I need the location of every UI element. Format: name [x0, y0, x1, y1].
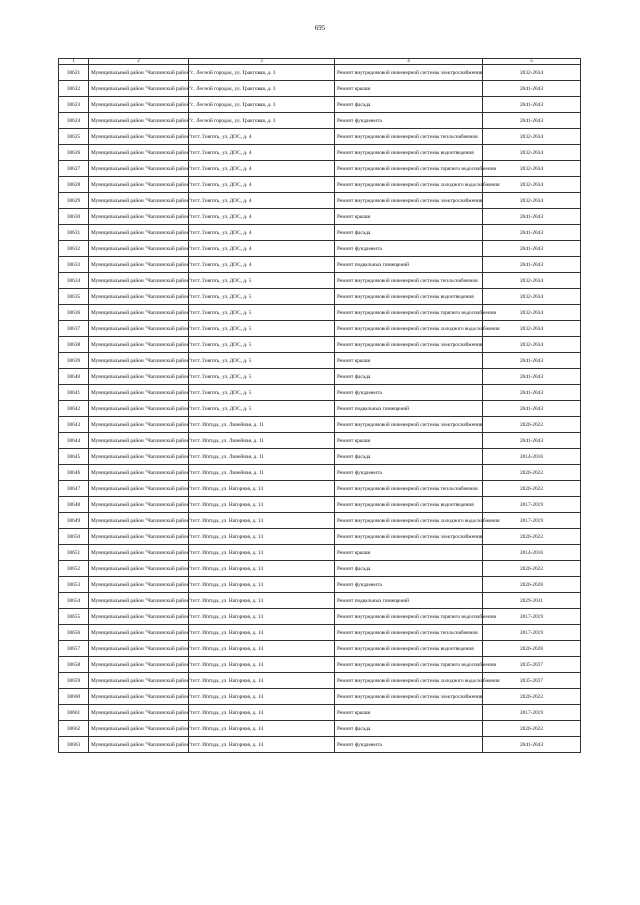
row-number-cell: 30640	[59, 369, 89, 385]
row-number-cell: 30660	[59, 689, 89, 705]
work-type-cell: Ремонт фундамента	[335, 113, 483, 129]
address-cell: п/ст. Говготь, ул. ДОС, д. 4	[189, 225, 335, 241]
period-cell: 2032-2034	[483, 273, 581, 289]
work-type-cell: Ремонт внутридомовой инженерной системы водоотведения	[335, 289, 483, 305]
row-number-cell: 30656	[59, 625, 89, 641]
work-type-cell: Ремонт внутридомовой инженерной системы теплоснабжения	[335, 625, 483, 641]
column-header-1: 1	[59, 59, 89, 65]
row-number-cell: 30658	[59, 657, 89, 673]
work-type-cell: Ремонт внутридомовой инженерной системы водоотведения	[335, 145, 483, 161]
address-cell: п/ст. Говготь, ул. ДОС, д. 5	[189, 305, 335, 321]
period-cell: 2032-2034	[483, 337, 581, 353]
row-number-cell: 30630	[59, 209, 89, 225]
table-row	[59, 97, 581, 113]
municipality-cell: Муниципальный район "Чаплинский район"	[89, 625, 189, 641]
municipality-cell: Муниципальный район "Чаплинский район"	[89, 353, 189, 369]
municipality-cell: Муниципальный район "Чаплинский район"	[89, 593, 189, 609]
row-number-cell: 30628	[59, 177, 89, 193]
period-cell: 2020-2022	[483, 721, 581, 737]
page-number: 695	[314, 24, 326, 32]
table-row	[59, 305, 581, 321]
period-cell: 2032-2034	[483, 177, 581, 193]
work-type-cell: Ремонт фундамента	[335, 241, 483, 257]
address-cell: п/ст. Говготь, ул. ДОС, д. 5	[189, 289, 335, 305]
work-type-cell: Ремонт фасада	[335, 225, 483, 241]
address-cell: п/ст. Ипгода, ул. Нагорная, д. 13	[189, 529, 335, 545]
municipality-cell: Муниципальный район "Чаплинский район"	[89, 481, 189, 497]
row-number-cell: 30649	[59, 513, 89, 529]
table-row	[59, 113, 581, 129]
period-cell: 2014-2016	[483, 449, 581, 465]
work-type-cell: Ремонт фасада	[335, 449, 483, 465]
work-type-cell: Ремонт крыши	[335, 545, 483, 561]
row-number-cell: 30663	[59, 737, 89, 753]
work-type-cell: Ремонт фасада	[335, 369, 483, 385]
municipality-cell: Муниципальный район "Чаплинский район"	[89, 177, 189, 193]
table-row	[59, 497, 581, 513]
table-row	[59, 193, 581, 209]
municipality-cell: Муниципальный район "Чаплинский район"	[89, 241, 189, 257]
address-cell: п/ст. Ипгода, ул. Линейная, д. 11	[189, 433, 335, 449]
row-number-cell: 30633	[59, 257, 89, 273]
row-number-cell: 30624	[59, 113, 89, 129]
row-number-cell: 30654	[59, 593, 89, 609]
period-cell: 2041-2043	[483, 401, 581, 417]
work-type-cell: Ремонт внутридомовой инженерной системы холодного водоснабжения	[335, 513, 483, 529]
table-row	[59, 577, 581, 593]
column-header-5: 5	[483, 59, 581, 65]
municipality-cell: Муниципальный район "Чаплинский район"	[89, 369, 189, 385]
row-number-cell: 30621	[59, 65, 89, 81]
table-row	[59, 449, 581, 465]
table-row	[59, 129, 581, 145]
work-type-cell: Ремонт подвальных помещений	[335, 257, 483, 273]
period-cell: 2041-2043	[483, 353, 581, 369]
municipality-cell: Муниципальный район "Чаплинский район"	[89, 673, 189, 689]
address-cell: п/ст. Ипгода, ул. Нагорная, д. 13	[189, 545, 335, 561]
column-header-4: 4	[335, 59, 483, 65]
row-number-cell: 30639	[59, 353, 89, 369]
period-cell: 2041-2043	[483, 209, 581, 225]
column-header-3: 3	[189, 59, 335, 65]
period-cell: 2026-2028	[483, 577, 581, 593]
table-row	[59, 609, 581, 625]
row-number-cell: 30631	[59, 225, 89, 241]
address-cell: п/ст. Говготь, ул. ДОС, д. 5	[189, 321, 335, 337]
municipality-cell: Муниципальный район "Чаплинский район"	[89, 257, 189, 273]
period-cell: 2041-2043	[483, 97, 581, 113]
work-type-cell: Ремонт крыши	[335, 705, 483, 721]
work-type-cell: Ремонт внутридомовой инженерной системы холодного водоснабжения	[335, 321, 483, 337]
municipality-cell: Муниципальный район "Чаплинский район"	[89, 561, 189, 577]
address-cell: п/ст. Ипгода, ул. Нагорная, д. 14	[189, 625, 335, 641]
work-type-cell: Ремонт фундамента	[335, 385, 483, 401]
municipality-cell: Муниципальный район "Чаплинский район"	[89, 225, 189, 241]
row-number-cell: 30655	[59, 609, 89, 625]
municipality-cell: Муниципальный район "Чаплинский район"	[89, 721, 189, 737]
address-cell: п/ст. Говготь, ул. ДОС, д. 4	[189, 241, 335, 257]
period-cell: 2041-2043	[483, 369, 581, 385]
work-type-cell: Ремонт фасада	[335, 97, 483, 113]
municipality-cell: Муниципальный район "Чаплинский район"	[89, 65, 189, 81]
work-type-cell: Ремонт внутридомовой инженерной системы горячего водоснабжения	[335, 609, 483, 625]
table-row	[59, 593, 581, 609]
row-number-cell: 30659	[59, 673, 89, 689]
period-cell: 2017-2019	[483, 513, 581, 529]
table-row	[59, 705, 581, 721]
period-cell: 2020-2022	[483, 417, 581, 433]
address-cell: п/ст. Говготь, ул. ДОС, д. 5	[189, 369, 335, 385]
municipality-cell: Муниципальный район "Чаплинский район"	[89, 401, 189, 417]
address-cell: п/ст. Ипгода, ул. Нагорная, д. 13	[189, 497, 335, 513]
municipality-cell: Муниципальный район "Чаплинский район"	[89, 97, 189, 113]
period-cell: 2041-2043	[483, 737, 581, 753]
address-cell: п/ст. Ипгода, ул. Нагорная, д. 14	[189, 641, 335, 657]
address-cell: п/ст. Ипгода, ул. Нагорная, д. 13	[189, 561, 335, 577]
period-cell: 2032-2034	[483, 289, 581, 305]
period-cell: 2032-2034	[483, 65, 581, 81]
address-cell: п/ст. Говготь, ул. ДОС, д. 4	[189, 129, 335, 145]
address-cell: п/ст. Ипгода, ул. Линейная, д. 11	[189, 465, 335, 481]
period-cell: 2032-2034	[483, 305, 581, 321]
address-cell: п/ст. Ипгода, ул. Нагорная, д. 14	[189, 737, 335, 753]
row-number-cell: 30644	[59, 433, 89, 449]
period-cell: 2032-2034	[483, 145, 581, 161]
table-row	[59, 225, 581, 241]
address-cell: п/ст. Говготь, ул. ДОС, д. 4	[189, 145, 335, 161]
municipality-cell: Муниципальный район "Чаплинский район"	[89, 545, 189, 561]
municipality-cell: Муниципальный район "Чаплинский район"	[89, 513, 189, 529]
period-cell: 2017-2019	[483, 625, 581, 641]
row-number-cell: 30651	[59, 545, 89, 561]
address-cell: п/ст. Ипгода, ул. Нагорная, д. 14	[189, 721, 335, 737]
table-row	[59, 65, 581, 81]
table-row	[59, 641, 581, 657]
period-cell: 2020-2022	[483, 561, 581, 577]
work-type-cell: Ремонт внутридомовой инженерной системы водоотведения	[335, 497, 483, 513]
row-number-cell: 30627	[59, 161, 89, 177]
work-type-cell: Ремонт внутридомовой инженерной системы электроснабжения	[335, 689, 483, 705]
municipality-cell: Муниципальный район "Чаплинский район"	[89, 737, 189, 753]
work-type-cell: Ремонт фундамента	[335, 577, 483, 593]
work-type-cell: Ремонт внутридомовой инженерной системы горячего водоснабжения	[335, 657, 483, 673]
address-cell: п/ст. Ипгода, ул. Нагорная, д. 14	[189, 673, 335, 689]
work-type-cell: Ремонт внутридомовой инженерной системы электроснабжения	[335, 417, 483, 433]
period-cell: 2032-2034	[483, 321, 581, 337]
table-row	[59, 561, 581, 577]
period-cell: 2041-2043	[483, 385, 581, 401]
row-number-cell: 30626	[59, 145, 89, 161]
period-cell: 2017-2019	[483, 497, 581, 513]
table-row	[59, 545, 581, 561]
work-type-cell: Ремонт внутридомовой инженерной системы теплоснабжения	[335, 273, 483, 289]
work-type-cell: Ремонт внутридомовой инженерной системы водоотведения	[335, 641, 483, 657]
address-cell: п/ст. Ипгода, ул. Нагорная, д. 13	[189, 481, 335, 497]
row-number-cell: 30652	[59, 561, 89, 577]
row-number-cell: 30636	[59, 305, 89, 321]
address-cell: п/ст. Ипгода, ул. Нагорная, д. 13	[189, 513, 335, 529]
municipality-cell: Муниципальный район "Чаплинский район"	[89, 321, 189, 337]
period-cell: 2029-2031	[483, 593, 581, 609]
table-row	[59, 401, 581, 417]
row-number-cell: 30661	[59, 705, 89, 721]
period-cell: 2041-2043	[483, 113, 581, 129]
work-type-cell: Ремонт крыши	[335, 353, 483, 369]
municipality-cell: Муниципальный район "Чаплинский район"	[89, 529, 189, 545]
municipality-cell: Муниципальный район "Чаплинский район"	[89, 497, 189, 513]
period-cell: 2017-2019	[483, 609, 581, 625]
municipality-cell: Муниципальный район "Чаплинский район"	[89, 113, 189, 129]
table-row	[59, 465, 581, 481]
period-cell: 2041-2043	[483, 241, 581, 257]
work-type-cell: Ремонт крыши	[335, 209, 483, 225]
municipality-cell: Муниципальный район "Чаплинский район"	[89, 273, 189, 289]
address-cell: п/ст. Ипгода, ул. Линейная, д. 11	[189, 417, 335, 433]
address-cell: п/ст. Говготь, ул. ДОС, д. 5	[189, 337, 335, 353]
municipality-cell: Муниципальный район "Чаплинский район"	[89, 129, 189, 145]
period-cell: 2035-2037	[483, 673, 581, 689]
table-row	[59, 721, 581, 737]
table-body	[59, 65, 581, 753]
work-type-cell: Ремонт внутридомовой инженерной системы электроснабжения	[335, 529, 483, 545]
address-cell: с. Лесной городок, ул. Трактовая, д. 3	[189, 113, 335, 129]
address-cell: п/ст. Говготь, ул. ДОС, д. 5	[189, 401, 335, 417]
work-type-cell: Ремонт фасада	[335, 721, 483, 737]
period-cell: 2032-2034	[483, 193, 581, 209]
work-type-cell: Ремонт внутридомовой инженерной системы холодного водоснабжения	[335, 177, 483, 193]
table-row	[59, 657, 581, 673]
address-cell: п/ст. Говготь, ул. ДОС, д. 4	[189, 177, 335, 193]
period-cell: 2020-2022	[483, 481, 581, 497]
municipality-cell: Муниципальный район "Чаплинский район"	[89, 705, 189, 721]
row-number-cell: 30637	[59, 321, 89, 337]
table-row	[59, 257, 581, 273]
row-number-cell: 30648	[59, 497, 89, 513]
table-row	[59, 385, 581, 401]
address-cell: п/ст. Ипгода, ул. Нагорная, д. 13	[189, 593, 335, 609]
table-row	[59, 145, 581, 161]
municipality-cell: Муниципальный район "Чаплинский район"	[89, 641, 189, 657]
work-type-cell: Ремонт подвальных помещений	[335, 593, 483, 609]
period-cell: 2014-2016	[483, 545, 581, 561]
table-row	[59, 337, 581, 353]
address-cell: п/ст. Ипгода, ул. Нагорная, д. 14	[189, 705, 335, 721]
municipality-cell: Муниципальный район "Чаплинский район"	[89, 577, 189, 593]
address-cell: с. Лесной городок, ул. Трактовая, д. 3	[189, 81, 335, 97]
period-cell: 2035-2037	[483, 657, 581, 673]
row-number-cell: 30657	[59, 641, 89, 657]
table-row	[59, 241, 581, 257]
address-cell: п/ст. Ипгода, ул. Линейная, д. 11	[189, 449, 335, 465]
table-row	[59, 529, 581, 545]
period-cell: 2041-2043	[483, 257, 581, 273]
row-number-cell: 30662	[59, 721, 89, 737]
row-number-cell: 30632	[59, 241, 89, 257]
period-cell: 2032-2034	[483, 161, 581, 177]
table-row	[59, 353, 581, 369]
municipality-cell: Муниципальный район "Чаплинский район"	[89, 289, 189, 305]
municipality-cell: Муниципальный район "Чаплинский район"	[89, 305, 189, 321]
row-number-cell: 30650	[59, 529, 89, 545]
municipality-cell: Муниципальный район "Чаплинский район"	[89, 145, 189, 161]
work-type-cell: Ремонт внутридомовой инженерной системы теплоснабжения	[335, 481, 483, 497]
period-cell: 2026-2028	[483, 641, 581, 657]
row-number-cell: 30638	[59, 337, 89, 353]
table-row	[59, 161, 581, 177]
row-number-cell: 30622	[59, 81, 89, 97]
address-cell: п/ст. Говготь, ул. ДОС, д. 5	[189, 353, 335, 369]
municipality-cell: Муниципальный район "Чаплинский район"	[89, 385, 189, 401]
work-type-cell: Ремонт крыши	[335, 81, 483, 97]
table-row	[59, 321, 581, 337]
table-row	[59, 673, 581, 689]
table-row	[59, 433, 581, 449]
address-cell: п/ст. Говготь, ул. ДОС, д. 4	[189, 161, 335, 177]
period-cell: 2041-2043	[483, 433, 581, 449]
municipality-cell: Муниципальный район "Чаплинский район"	[89, 433, 189, 449]
work-type-cell: Ремонт фасада	[335, 561, 483, 577]
work-type-cell: Ремонт крыши	[335, 433, 483, 449]
row-number-cell: 30629	[59, 193, 89, 209]
address-cell: п/ст. Ипгода, ул. Нагорная, д. 14	[189, 657, 335, 673]
municipality-cell: Муниципальный район "Чаплинский район"	[89, 161, 189, 177]
table-row	[59, 209, 581, 225]
municipality-cell: Муниципальный район "Чаплинский район"	[89, 449, 189, 465]
table-row	[59, 737, 581, 753]
row-number-cell: 30635	[59, 289, 89, 305]
work-type-cell: Ремонт внутридомовой инженерной системы электроснабжения	[335, 65, 483, 81]
work-type-cell: Ремонт внутридомовой инженерной системы горячего водоснабжения	[335, 305, 483, 321]
address-cell: п/ст. Ипгода, ул. Нагорная, д. 14	[189, 689, 335, 705]
row-number-cell: 30625	[59, 129, 89, 145]
table-row	[59, 273, 581, 289]
municipality-cell: Муниципальный район "Чаплинский район"	[89, 337, 189, 353]
period-cell: 2017-2019	[483, 705, 581, 721]
row-number-cell: 30653	[59, 577, 89, 593]
table-row	[59, 81, 581, 97]
address-cell: п/ст. Говготь, ул. ДОС, д. 5	[189, 385, 335, 401]
period-cell: 2020-2022	[483, 465, 581, 481]
table-row	[59, 289, 581, 305]
work-type-cell: Ремонт фундамента	[335, 465, 483, 481]
period-cell: 2041-2043	[483, 225, 581, 241]
table-row	[59, 513, 581, 529]
address-cell: п/ст. Говготь, ул. ДОС, д. 4	[189, 257, 335, 273]
period-cell: 2020-2022	[483, 529, 581, 545]
address-cell: с. Лесной городок, ул. Трактовая, д. 3	[189, 65, 335, 81]
address-cell: п/ст. Говготь, ул. ДОС, д. 5	[189, 273, 335, 289]
work-type-cell: Ремонт внутридомовой инженерной системы холодного водоснабжения	[335, 673, 483, 689]
address-cell: с. Лесной городок, ул. Трактовая, д. 3	[189, 97, 335, 113]
municipality-cell: Муниципальный район "Чаплинский район"	[89, 689, 189, 705]
municipality-cell: Муниципальный район "Чаплинский район"	[89, 465, 189, 481]
work-type-cell: Ремонт подвальных помещений	[335, 401, 483, 417]
address-cell: п/ст. Ипгода, ул. Нагорная, д. 13	[189, 609, 335, 625]
work-type-cell: Ремонт внутридомовой инженерной системы электроснабжения	[335, 337, 483, 353]
period-cell: 2032-2034	[483, 129, 581, 145]
row-number-cell: 30643	[59, 417, 89, 433]
row-number-cell: 30645	[59, 449, 89, 465]
row-number-cell: 30623	[59, 97, 89, 113]
column-header-2: 2	[89, 59, 189, 65]
address-cell: п/ст. Говготь, ул. ДОС, д. 4	[189, 209, 335, 225]
table-row	[59, 625, 581, 641]
table-row	[59, 177, 581, 193]
work-type-cell: Ремонт внутридомовой инженерной системы электроснабжения	[335, 193, 483, 209]
work-type-cell: Ремонт внутридомовой инженерной системы горячего водоснабжения	[335, 161, 483, 177]
address-cell: п/ст. Говготь, ул. ДОС, д. 4	[189, 193, 335, 209]
table-row	[59, 369, 581, 385]
period-cell: 2020-2022	[483, 689, 581, 705]
work-type-cell: Ремонт фундамента	[335, 737, 483, 753]
municipality-cell: Муниципальный район "Чаплинский район"	[89, 209, 189, 225]
municipality-cell: Муниципальный район "Чаплинский район"	[89, 657, 189, 673]
municipality-cell: Муниципальный район "Чаплинский район"	[89, 81, 189, 97]
repair-schedule-table	[58, 58, 581, 753]
table-row	[59, 689, 581, 705]
municipality-cell: Муниципальный район "Чаплинский район"	[89, 193, 189, 209]
row-number-cell: 30634	[59, 273, 89, 289]
row-number-cell: 30641	[59, 385, 89, 401]
table-row	[59, 481, 581, 497]
municipality-cell: Муниципальный район "Чаплинский район"	[89, 417, 189, 433]
municipality-cell: Муниципальный район "Чаплинский район"	[89, 609, 189, 625]
period-cell: 2041-2043	[483, 81, 581, 97]
table-row	[59, 417, 581, 433]
row-number-cell: 30647	[59, 481, 89, 497]
row-number-cell: 30642	[59, 401, 89, 417]
address-cell: п/ст. Ипгода, ул. Нагорная, д. 13	[189, 577, 335, 593]
work-type-cell: Ремонт внутридомовой инженерной системы теплоснабжения	[335, 129, 483, 145]
row-number-cell: 30646	[59, 465, 89, 481]
